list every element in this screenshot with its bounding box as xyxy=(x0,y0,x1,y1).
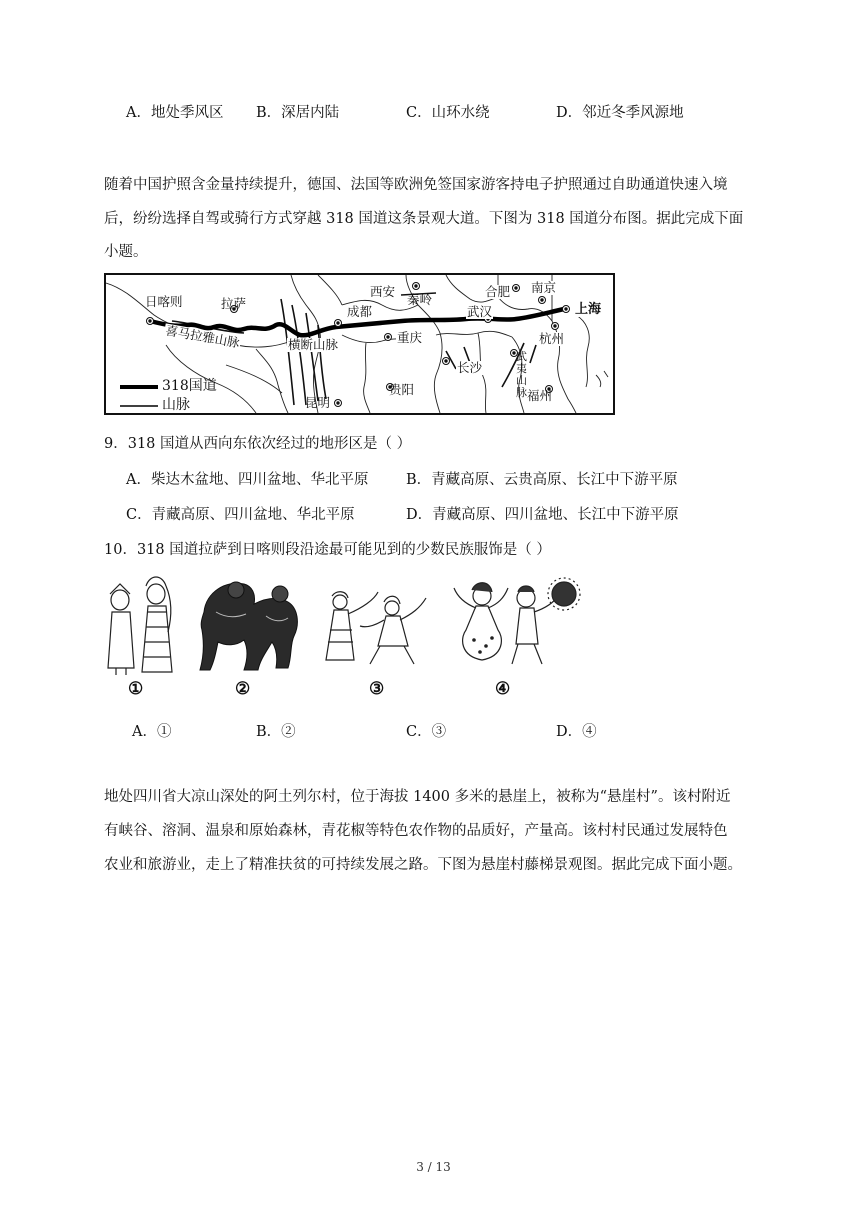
q10-option-c: C．③ xyxy=(406,724,447,740)
map-label-fuzhou: 福州 xyxy=(527,388,553,403)
route-318-map xyxy=(104,273,615,415)
costume-figure-1 xyxy=(100,572,180,677)
map-label-kunming: 昆明 xyxy=(305,395,331,410)
figure-label-3: ③ xyxy=(369,679,385,699)
map-label-nanjing: 南京 xyxy=(531,280,557,295)
q10-option-a: A．① xyxy=(132,724,172,740)
map-label-wuyi: 武夷山脉 xyxy=(516,350,527,399)
map-label-hengduan: 横断山脉 xyxy=(288,337,339,352)
q9-option-c: C．青藏高原、四川盆地、华北平原 xyxy=(126,507,355,523)
figure-label-2: ② xyxy=(235,679,251,699)
q9-option-a: A．柴达木盆地、四川盆地、华北平原 xyxy=(126,472,369,488)
map-label-guiyang: 贵阳 xyxy=(389,382,415,397)
intro-318-line-1: 随着中国护照含金量持续提升，德国、法国等欧洲免签国家游客持电子护照通过自助通道快速入境 xyxy=(104,177,728,193)
map-label-changsha: 长沙 xyxy=(457,360,483,375)
intro-village-line-3: 农业和旅游业，走上了精准扶贫的可持续发展之路。下图为悬崖村藤梯景观图。据此完成下面小题。 xyxy=(104,857,742,873)
map-label-hangzhou: 杭州 xyxy=(539,331,565,346)
q10-option-d: D．④ xyxy=(556,724,597,740)
q8-option-b: B．深居内陆 xyxy=(256,105,340,121)
map-label-rikaze: 日喀则 xyxy=(145,294,183,309)
q10-stem: 10．318 国道拉萨到日喀则段沿途最可能见到的少数民族服饰是（ ） xyxy=(104,542,551,558)
costume-4-image xyxy=(446,574,586,674)
figure-label-1: ① xyxy=(128,679,144,699)
map-label-chengdu: 成都 xyxy=(347,304,373,319)
map-label-hefei: 合肥 xyxy=(485,284,511,299)
intro-318-line-3: 小题。 xyxy=(104,244,148,260)
legend-road-label: 318国道 xyxy=(162,378,217,394)
intro-village-line-2: 有峡谷、溶洞、温泉和原始森林，青花椒等特色农作物的品质好，产量高。该村村民通过发展特色 xyxy=(104,823,728,839)
costume-1-image xyxy=(100,572,180,677)
page-number: 3 / 13 xyxy=(416,1160,451,1174)
q8-option-a: A．地处季风区 xyxy=(126,105,224,121)
map-label-qinling: 秦岭 xyxy=(407,292,433,307)
q8-option-d: D．邻近冬季风源地 xyxy=(556,105,684,121)
map-label-shanghai: 上海 xyxy=(575,302,602,317)
costume-2-image xyxy=(196,572,306,677)
map-label-chongqing: 重庆 xyxy=(397,330,423,345)
q10-option-b: B．② xyxy=(256,724,296,740)
legend-mountain-label: 山脉 xyxy=(162,397,190,413)
figure-label-4: ④ xyxy=(495,679,511,699)
q9-stem: 9．318 国道从西向东依次经过的地形区是（ ） xyxy=(104,436,412,452)
q8-option-c: C．山环水绕 xyxy=(406,105,490,121)
costume-figure-2 xyxy=(196,572,306,677)
map-label-lasa: 拉萨 xyxy=(221,296,247,311)
q9-option-d: D．青藏高原、四川盆地、长江中下游平原 xyxy=(406,507,679,523)
q9-option-b: B．青藏高原、云贵高原、长江中下游平原 xyxy=(406,472,678,488)
costume-figure-3 xyxy=(318,590,428,670)
map-label-xian: 西安 xyxy=(370,284,396,299)
map-label-ximalaya: 喜马拉雅山脉 xyxy=(164,322,241,351)
costume-figure-4 xyxy=(446,574,586,674)
costume-3-image xyxy=(318,590,428,670)
intro-318-line-2: 后，纷纷选择自驾或骑行方式穿越 318 国道这条景观大道。下图为 318 国道分布图。据此完成下面 xyxy=(104,211,744,227)
map-label-wuhan: 武汉 xyxy=(467,304,493,319)
intro-village-line-1: 地处四川省大凉山深处的阿土列尔村，位于海拔 1400 多米的悬崖上，被称为“悬崖村”。该村附近 xyxy=(104,789,731,805)
